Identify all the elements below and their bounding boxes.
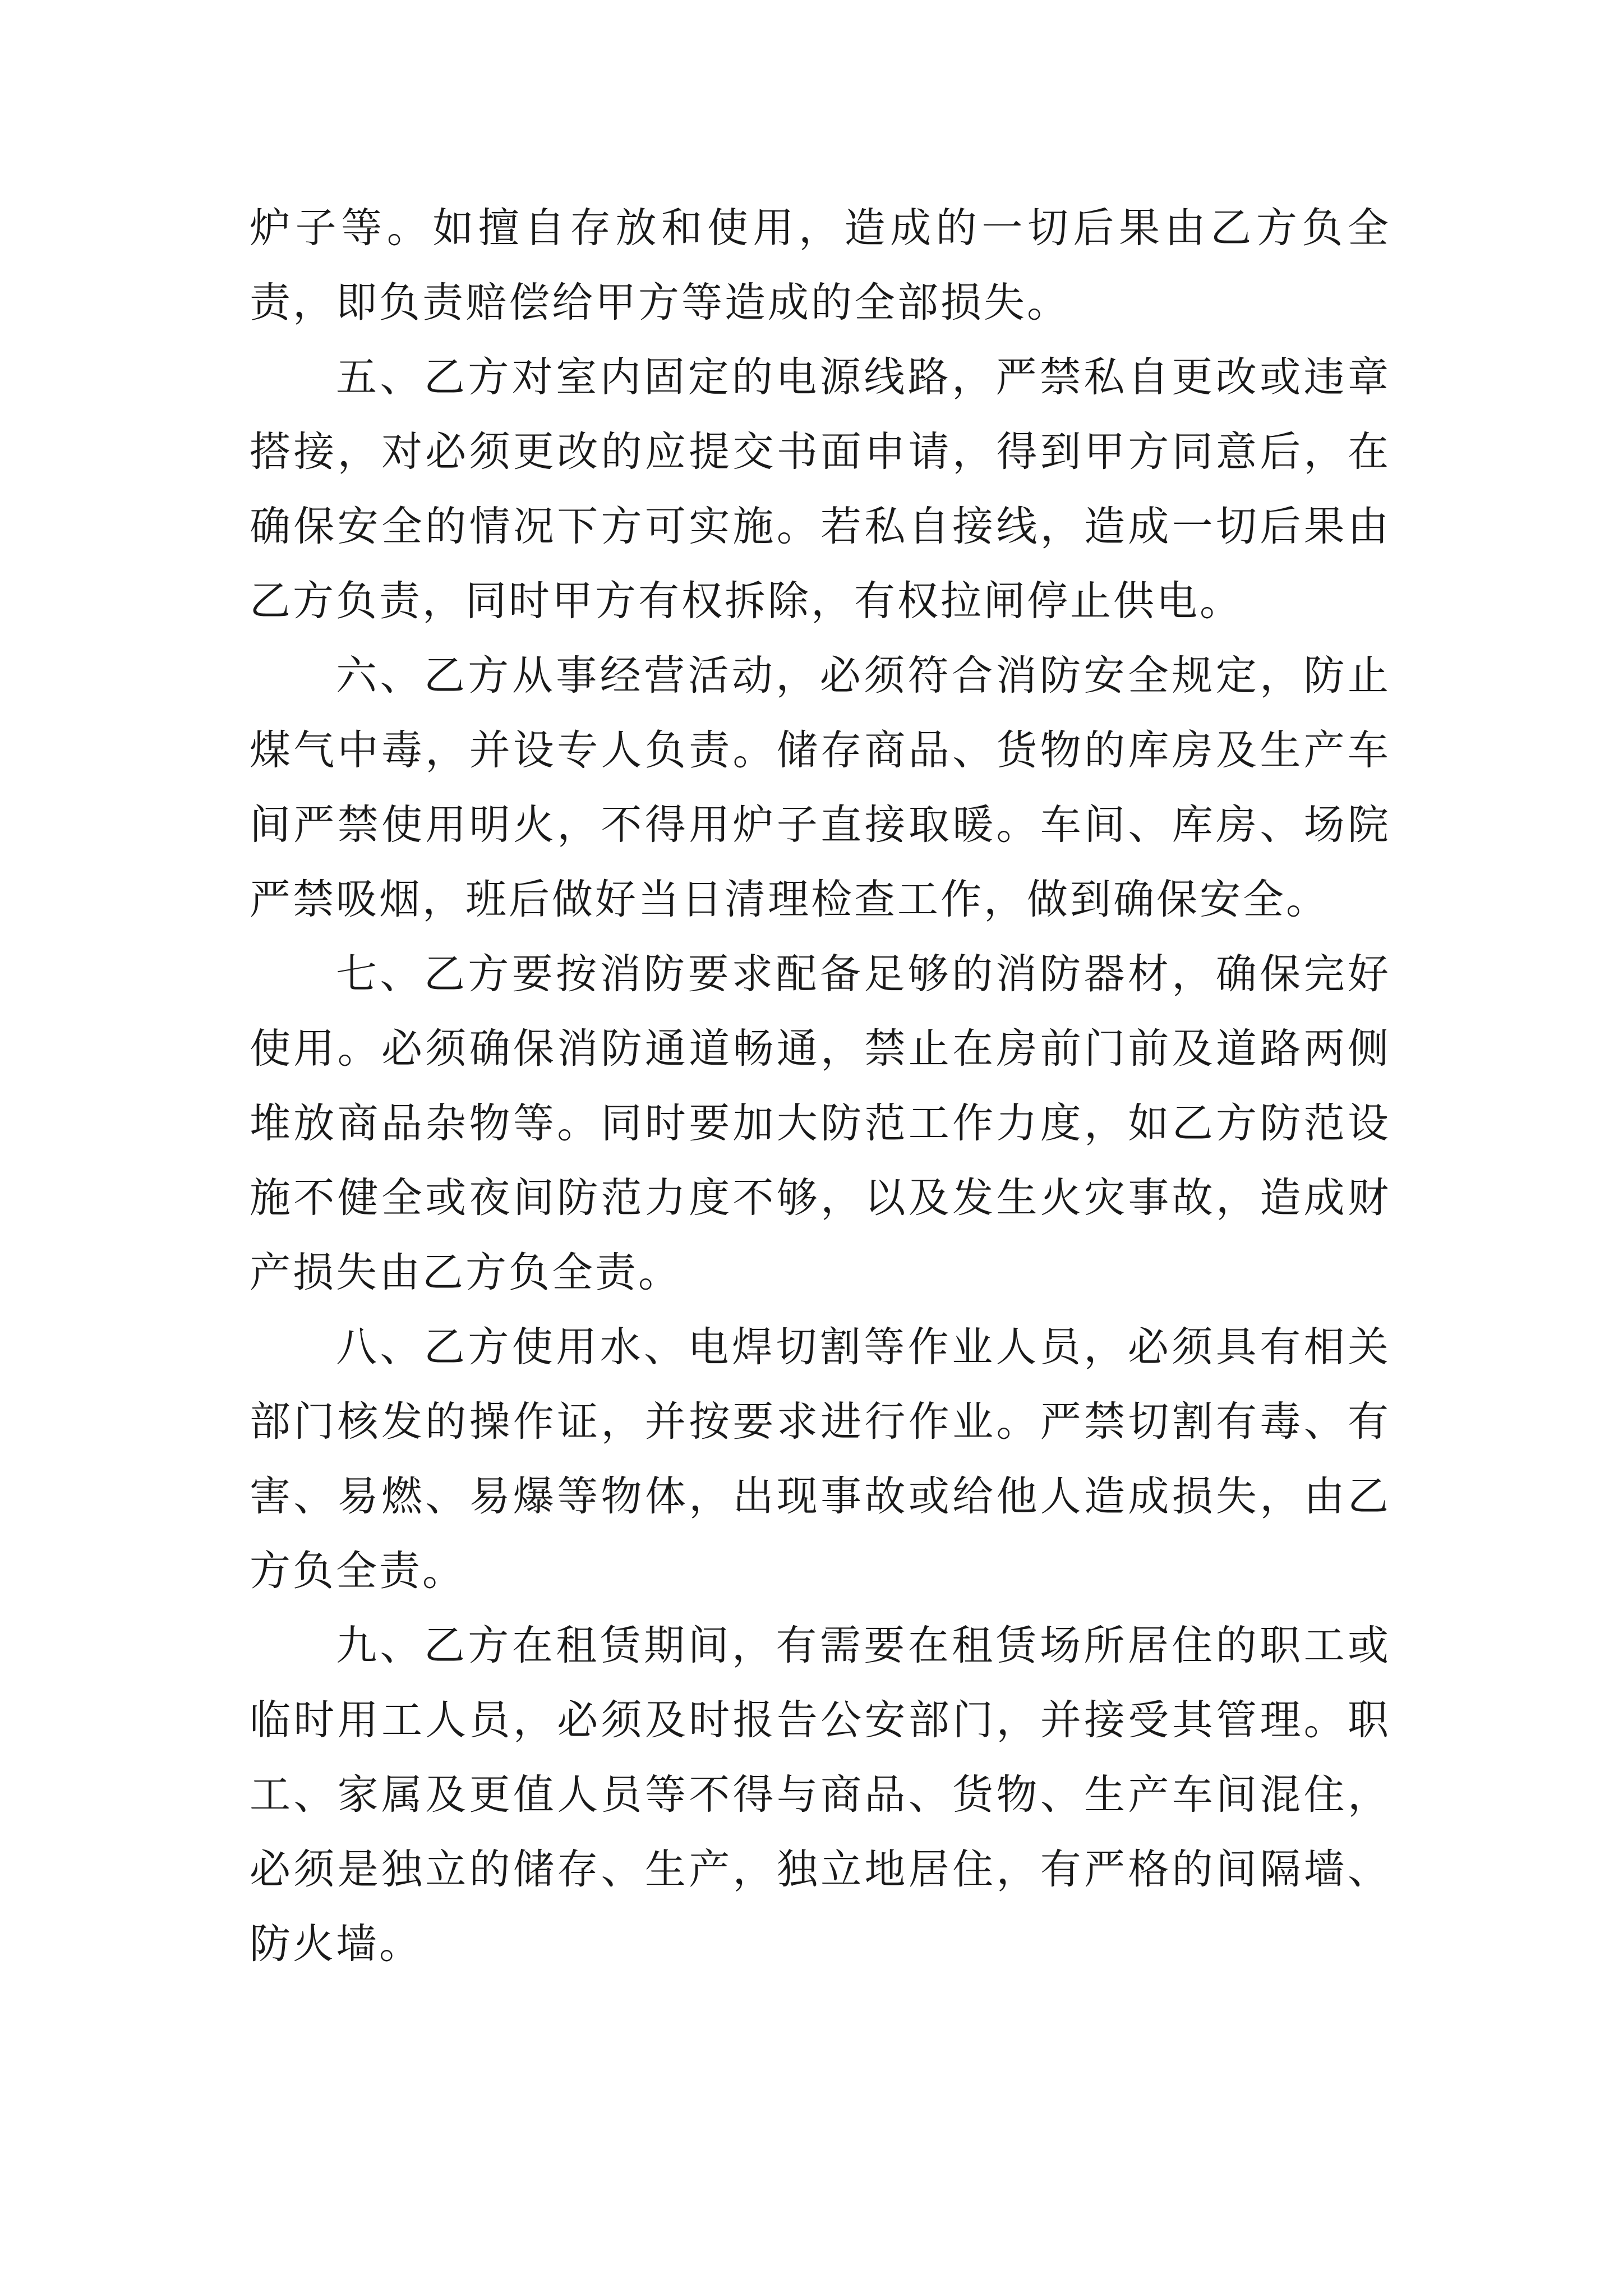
paragraph-clause-9: 九、乙方在租赁期间，有需要在租赁场所居住的职工或临时用工人员，必须及时报告公安部门，并接受其管理。职工、家属及更值人员等不得与商品、货物、生产车间混住，必须是独立的储存、生产，独立地居住，有严格的间隔墙、防火墙。: [250, 1622, 1391, 1968]
paragraph-clause-7: 七、乙方要按消防要求配备足够的消防器材，确保完好使用。必须确保消防通道畅通，禁止在房前门前及道路两侧堆放商品杂物等。同时要加大防范工作力度，如乙方防范设施不健全或夜间防范力度不够，以及发生火灾事故，造成财产损失由乙方负全责。: [250, 950, 1391, 1296]
paragraph-clause-8: 八、乙方使用水、电焊切割等作业人员，必须具有相关部门核发的操作证，并按要求进行作业。严禁切割有毒、有害、易燃、易爆等物体，出现事故或给他人造成损失，由乙方负全责。: [250, 1323, 1391, 1595]
paragraph-clause-6: 六、乙方从事经营活动，必须符合消防安全规定，防止煤气中毒，并设专人负责。储存商品、货物的库房及生产车间严禁使用明火，不得用炉子直接取暖。车间、库房、场院严禁吸烟，班后做好当日清理检查工作，做到确保安全。: [250, 652, 1391, 923]
paragraph-clause-5: 五、乙方对室内固定的电源线路，严禁私自更改或违章搭接，对必须更改的应提交书面申请，得到甲方同意后，在确保安全的情况下方可实施。若私自接线，造成一切后果由乙方负责，同时甲方有权拆除，有权拉闸停止供电。: [250, 353, 1391, 625]
paragraph-continuation: 炉子等。如擅自存放和使用，造成的一切后果由乙方负全责，即负责赔偿给甲方等造成的全部损失。: [250, 204, 1391, 326]
document-page: [250, 191, 1391, 1981]
